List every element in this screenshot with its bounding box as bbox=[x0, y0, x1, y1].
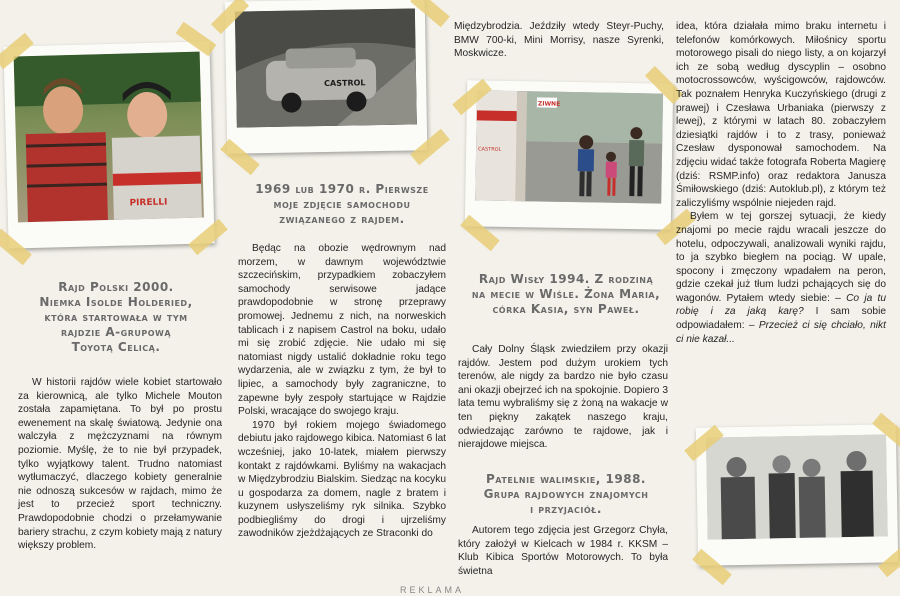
text-run: Byłem w tej gorszej sytuacji, że kiedy znajomi po mecie rajdu wracali jeszcze do hotelu, odpoczywali, analizowali wyniki rajdu, to ja szybko biegłem na pociąg. W upale, spocony i zmęczony wpadałem na peron, gdzie czekał już tłum ludzi pchających się do wagonów. Pytałem wtedy siebie: – bbox=[676, 211, 886, 304]
caption-line: Toyotą Celicą. bbox=[71, 340, 161, 354]
caption-line: Rajd Polski 2000. bbox=[58, 280, 174, 294]
svg-text:PIRELLI: PIRELLI bbox=[129, 197, 168, 209]
advertisement-label: REKLAMA bbox=[400, 585, 465, 595]
caption-line: Niemka Isolde Holderied, bbox=[39, 295, 193, 309]
column-1-text bbox=[18, 376, 222, 553]
column-3-top-text bbox=[454, 20, 664, 61]
column-4-text bbox=[676, 20, 886, 346]
kiosk-text: CASTROL bbox=[478, 146, 502, 153]
sign-text: ZIWNE bbox=[537, 100, 561, 108]
paragraph: Będąc na obozie wędrownym nad morzem, w dawnym województwie szczecińskim, przypadkiem zobaczyłem samochody serwisowe jadące prawdopodobnie w stronę przeprawy promowej. Jednemu z nich, na norweskich tablicach i z napisem Castrol na boku, udało mi się zrobić zdjęcie. Nie udało mi się natomiast nigdy ustalić dokładnie roku tego wydarzenia, ale w związku z tym, że był to lipiec, a samochody były zagraniczne, to zapewne były zespoły startujące w Rajdzie Polski, wracające do swojego kraju. bbox=[238, 243, 446, 418]
caption-line: Rajd Wisły 1994. Z rodziną bbox=[478, 272, 654, 286]
car-plate-text: CASTROL bbox=[324, 78, 366, 89]
italic-quote: Przecież ci się chciało, nikt ci nie kazał... bbox=[676, 320, 886, 345]
photo-car-image bbox=[235, 8, 417, 127]
caption-line: Grupa rajdowych znajomych bbox=[483, 487, 649, 501]
paragraph: 1970 był rokiem mojego świadomego debiutu jako rajdowego kibica. Natomiast 6 lat wcześniej, jako 10-latek, miałem pierwszy kontakt z rajdówkami. Byliśmy na wakacjach w Międzybrodziu Bialskim. Siedząc na kocyku u gospodarza za domem, nagle z bratem i kuzynem usłyszeliśmy ryk silnika. Szybko podbiegliśmy do drogi i ujrzeliśmy zawodników zjeżdżających ze Straconki do bbox=[238, 419, 446, 540]
paragraph: idea, która działała mimo braku internetu i telefonów komórkowych. Miłośnicy sportu motorowego pisali do niego listy, a on kojarzył ich ze sobą według dyscyplin – osobno motocrossowców, wyścigowców, rajdowców. Tak poznałem Henryka Kuczyńskiego (drugi z prawej) i Czesława Urbaniaka (pierwszy z lewej), z którymi w latach 80. zobaczyłem dziesiątki rajdów i to z trasy, ponieważ Czesław dysponował samochodem. Na zdjęciu widać także fotografa Roberta Magierę (dziś: RSMP.info) oraz redaktora Janusza Śmiłowskiego (dziś: Autoklub.pl), z którym też zaliczyliśmy wspólnie niejeden rajd. bbox=[676, 21, 886, 209]
column-3-mid-text bbox=[458, 343, 668, 452]
photo-wisla-1994 bbox=[465, 80, 674, 230]
photo-drivers-image bbox=[14, 52, 204, 223]
photo-friends-image bbox=[706, 434, 888, 539]
caption-line: związanego z rajdem. bbox=[279, 212, 405, 226]
caption-line: która startowała w tym bbox=[44, 310, 188, 324]
photo-castrol-car bbox=[225, 0, 428, 154]
paragraph: Autorem tego zdjęcia jest Grzegorz Chyła, który założył w Kielcach w 1984 r. KKSM – Klub Kibica Sportów Motorowych. To była świetna bbox=[458, 525, 668, 577]
paragraph: Cały Dolny Śląsk zwiedziłem przy okazji rajdów. Jestem pod dużym urokiem tych terenów, ale nigdy za bardzo nie było czasu ani okazji obejrzeć ich na spokojnie. Dopiero 3 lata temu wybraliśmy się z żoną na wakacje w ten piękny zakątek naszego kraju, odwiedzając zarówno te rajdowe, jak i nierajdowe miejsca. bbox=[458, 344, 668, 451]
caption-line: i przyjaciół. bbox=[530, 502, 602, 516]
column-2-text bbox=[238, 242, 446, 541]
italic-quote: Co ja tu robię i za jaką karę? bbox=[676, 292, 886, 318]
caption-rally-poland bbox=[12, 280, 220, 355]
photo-family-image bbox=[475, 90, 663, 203]
photo-rally-poland-2000 bbox=[3, 41, 214, 248]
caption-line: rajdzie A-grupową bbox=[60, 325, 172, 339]
paragraph bbox=[676, 210, 886, 346]
caption-line: 1969 lub 1970 r. Pierwsze bbox=[255, 182, 429, 196]
paragraph: Międzybrodzia. Jeździły wtedy Steyr-Puchy, BMW 700-ki, Mini Morrisy, nasze Syrenki, Moskwicze. bbox=[454, 21, 664, 60]
caption-line: na mecie w Wiśle. Żona Maria, bbox=[471, 287, 661, 301]
photo-patelnie-1988 bbox=[696, 424, 898, 565]
column-3-bottom-text bbox=[458, 524, 668, 578]
caption-wisla-1994 bbox=[458, 272, 674, 317]
caption-line: córka Kasia, syn Paweł. bbox=[492, 302, 640, 316]
paragraph: W historii rajdów wiele kobiet startowało za kierownicą, ale tylko Michele Mouton została zapamiętana. To był po prostu ewenement na skalę światową. Jedynie ona walczyła z mężczyznami na równym poziomie. Myślę, że to nie był przypadek, tylko wyjątkowy talent. Trudno natomiast wytłumaczyć, dlaczego kobiety generalnie nie odnoszą sukcesów w rajdach, mimo że jest to przecież sport techniczny. Prawdopodobnie chodzi o przełamywanie bariery strachu, z czym kobiety mają z natury większy problem. bbox=[18, 377, 222, 552]
text-run: I sam sobie odpowiadałem: – bbox=[676, 306, 887, 332]
caption-line: Patelnie walimskie, 1988. bbox=[486, 472, 646, 486]
caption-line: moje zdjęcie samochodu bbox=[273, 197, 411, 211]
caption-castrol-car bbox=[236, 182, 448, 227]
caption-patelnie-1988 bbox=[458, 472, 674, 517]
